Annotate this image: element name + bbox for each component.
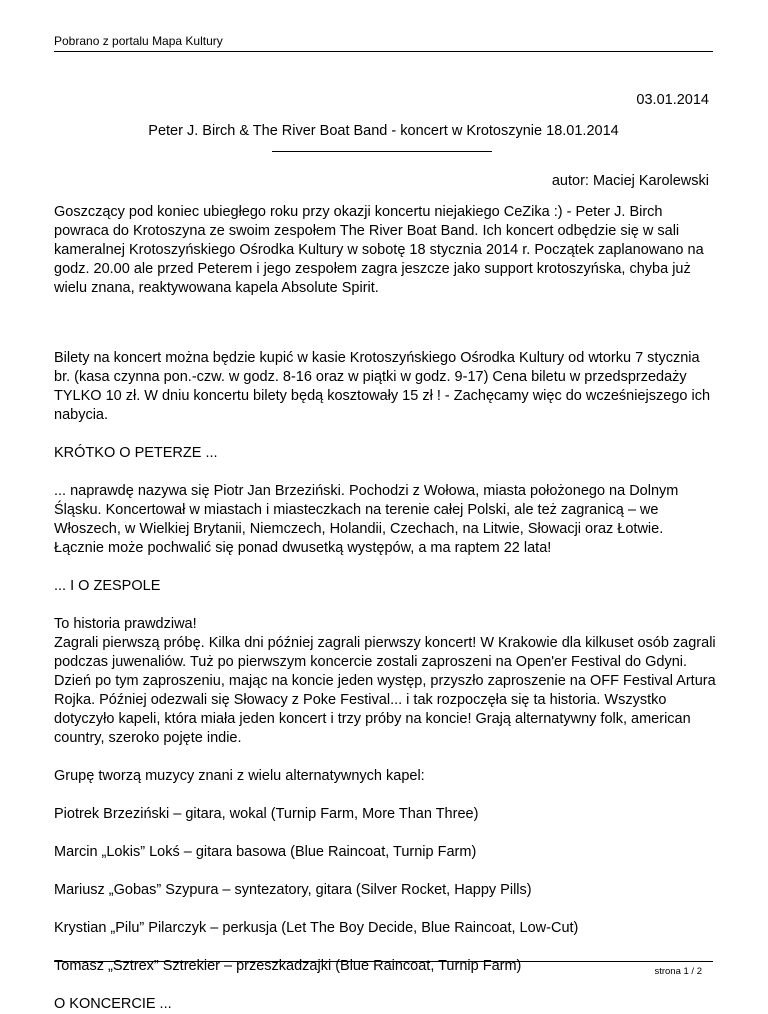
paragraph-intro: Goszczący pod koniec ubiegłego roku przy okazji koncertu niejakiego CeZika :) - Peter J. Birch powraca do Krotoszyna ze swoim zespołem The River Boat Band. Ich koncert odbędzie się w sali kameralnej Krotoszyńskiego Ośrodka Kultury w sobotę 18 stycznia 2014 r. Początek zaplanowano na godz. 20.00 ale przed Peterem i jego zespołem zagra jeszcze jako support krotoszyńska, chyba już wielu znana, reaktywowana kapela Absolute Spirit.: [54, 204, 704, 296]
paragraph-tickets: Bilety na koncert można będzie kupić w kasie Krotoszyńskiego Ośrodka Kultury od wtorku 7 stycznia br. (kasa czynna pon.-czw. w godz. 8-16 oraz w piątki w godz. 9-17) Cena biletu w przedsprzedaży TYLKO 10 zł. W dniu koncertu bilety będą kosztowały 15 zł ! - Zachęcamy więc do wcześniejszego ich nabycia.: [54, 350, 711, 423]
member-line: Piotrek Brzeziński – gitara, wokal (Turnip Farm, More Than Three): [54, 806, 479, 822]
heading-band: ... I O ZESPOLE: [54, 578, 161, 594]
title-underline: [272, 151, 492, 152]
paragraph-band-intro: To historia prawdziwa!: [54, 616, 197, 632]
article-author: autor: Maciej Karolewski: [551, 173, 709, 189]
member-line: Tomasz „Sztrex” Sztrekier – przeszkadzajki (Blue Raincoat, Turnip Farm): [54, 958, 522, 974]
paragraph-band-history: Zagrali pierwszą próbę. Kilka dni później zagrali pierwszy koncert! W Krakowie dla kilkuset osób zagrali podczas juwenaliów. Tuż po pierwszym koncercie zostali zaproszeni na Open'er Festival do Gdyni. Dzień po tym zaproszeniu, mając na koncie jeden występ, przyszło zaproszenie na OFF Festival Artura Rojka. Później odezwali się Słowacy z Poke Festival... i tak rozpoczęła się ta historia. Wszystko dotyczyło kapeli, która miała jeden koncert i trzy próby na koncie! Grają alternatywny folk, american country, szeroko pojęte indie.: [54, 635, 716, 746]
page-number: strona 1 / 2: [654, 966, 702, 977]
member-line: Marcin „Lokis” Lokś – gitara basowa (Blue Raincoat, Turnip Farm): [54, 844, 477, 860]
paragraph-peter: ... naprawdę nazywa się Piotr Jan Brzeziński. Pochodzi z Wołowa, miasta położonego na Dolnym Śląsku. Koncertował w miastach i miasteczkach na terenie całej Polski, ale też zagranicą – we Włoszech, w Wielkiej Brytanii, Niemczech, Holandii, Czechach, na Litwie, Słowacji oraz Łotwie. Łącznie może pochwalić się ponad dwusetką występów, a ma raptem 22 lata!: [54, 483, 679, 556]
heading-concert: O KONCERCIE ...: [54, 996, 172, 1012]
header-source: Pobrano z portalu Mapa Kultury: [54, 34, 223, 48]
heading-peter: KRÓTKO O PETERZE ...: [54, 445, 218, 461]
member-line: Krystian „Pilu” Pilarczyk – perkusja (Let The Boy Decide, Blue Raincoat, Low-Cut): [54, 920, 579, 936]
article-body: [54, 203, 716, 1014]
footer-divider: [54, 961, 713, 962]
paragraph-members-intro: Grupę tworzą muzycy znani z wielu alternatywnych kapel:: [54, 768, 425, 784]
article-title: Peter J. Birch & The River Boat Band - koncert w Krotoszynie 18.01.2014: [148, 123, 619, 139]
member-line: Mariusz „Gobas” Szypura – syntezatory, gitara (Silver Rocket, Happy Pills): [54, 882, 532, 898]
article-date: 03.01.2014: [636, 92, 709, 108]
header-divider: [54, 51, 713, 52]
